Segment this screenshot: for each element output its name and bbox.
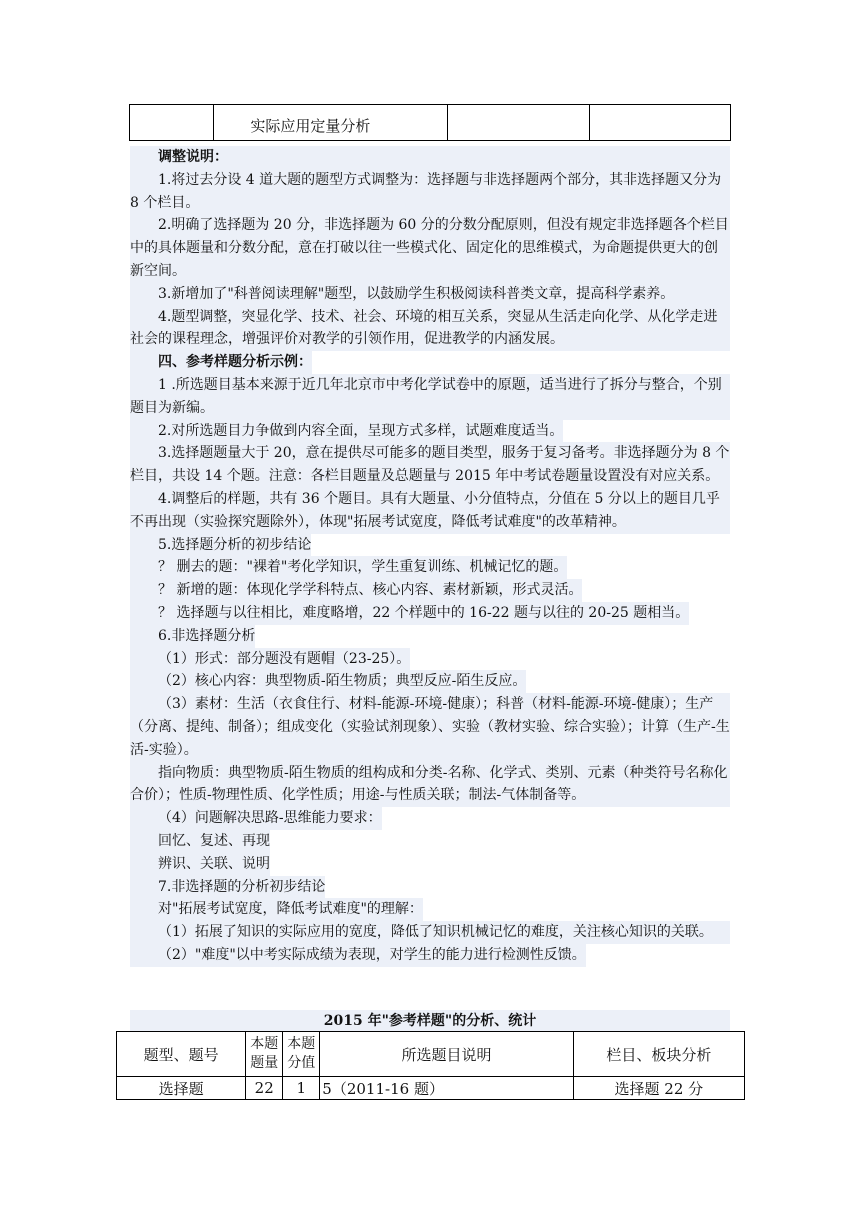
- paragraph: （1）形式：部分题没有题帽（23-25）。: [130, 648, 410, 671]
- top-table-cell: [448, 105, 589, 141]
- paragraph: 2.明确了选择题为 20 分，非选择题为 60 分的分数分配原则，但没有规定非选择题各个栏目中的具体题量和分数分配，意在打破以往一些模式化、固定化的思维模式，为命题提供更大的创新空间。: [130, 214, 730, 282]
- paragraph: 指向物质：典型物质-陌生物质的组构成和分类-名称、化学式、类别、元素（种类符号名称化合价）；性质-物理性质、化学性质；用途-与性质关联；制法-气体制备等。: [130, 762, 730, 808]
- top-table-cell: [130, 105, 214, 141]
- table-cell: 选择题 22 分: [573, 1077, 744, 1100]
- table-cell: 22: [246, 1077, 283, 1100]
- paragraph: ？ 新增的题：体现化学学科特点、核心内容、素材新颖，形式灵活。: [130, 579, 582, 602]
- table-header-row: [117, 1032, 745, 1077]
- paragraph: 7.非选择题的分析初步结论: [130, 876, 325, 899]
- paragraph: 5.选择题分析的初步结论: [130, 534, 311, 557]
- table-row: [117, 1077, 745, 1100]
- paragraph: ？ 删去的题："裸着"考化学知识，学生重复训练、机械记忆的题。: [130, 556, 567, 579]
- document-body: [130, 146, 730, 967]
- paragraph: （2）核心内容：典型物质-陌生物质；典型反应-陌生反应。: [130, 670, 526, 693]
- paragraph: 6.非选择题分析: [130, 625, 255, 648]
- table-cell: 选择题: [117, 1077, 246, 1100]
- paragraph: （1）拓展了知识的实际应用的宽度，降低了知识机械记忆的难度，关注核心知识的关联。: [130, 921, 730, 944]
- paragraph: 4.调整后的样题，共有 36 个题目。具有大题量、小分值特点，分值在 5 分以上的题目几乎不再出现（实验探究题除外），体现"拓展考试宽度，降低考试难度"的改革精神。: [130, 488, 730, 534]
- table-cell: 5（2011-16 题）: [320, 1077, 573, 1100]
- paragraph: （4）问题解决思路-思维能力要求：: [130, 807, 382, 830]
- adjust-heading: 调整说明：: [130, 146, 730, 169]
- table-title: 2015 年"参考样题"的分析、统计: [130, 1010, 730, 1032]
- paragraph: （2）"难度"以中考实际成绩为表现，对学生的能力进行检测性反馈。: [130, 944, 586, 967]
- top-table-cell: [589, 105, 731, 141]
- top-table-cell: 实际应用定量分析: [214, 105, 448, 141]
- paragraph: 2.对所选题目力争做到内容全面，呈现方式多样，试题难度适当。: [130, 420, 563, 443]
- header-cell: 所选题目说明: [320, 1032, 573, 1077]
- paragraph: 对"拓展考试宽度，降低考试难度"的理解：: [130, 898, 423, 921]
- paragraph: 3.选择题题量大于 20，意在提供尽可能多的题目类型，服务于复习备考。非选择题分为 8 个栏目，共设 14 个题。注意：各栏目题量及总题量与 2015 年中考试卷题量设置没有对应关系。: [130, 442, 730, 488]
- paragraph: 3.新增加了"科普阅读理解"题型，以鼓励学生积极阅读科普类文章，提高科学素养。: [130, 283, 730, 306]
- paragraph: 回忆、复述、再现: [130, 830, 270, 853]
- statistics-table: [116, 1031, 745, 1100]
- header-cell: 题型、题号: [117, 1032, 246, 1077]
- paragraph: 辨识、关联、说明: [130, 853, 270, 876]
- paragraph: 1.将过去分设 4 道大题的题型方式调整为：选择题与非选择题两个部分，其非选择题又分为 8 个栏目。: [130, 169, 730, 215]
- paragraph: ？ 选择题与以往相比，难度略增，22 个样题中的 16-22 题与以往的 20-25 题相当。: [130, 602, 689, 625]
- header-cell: 栏目、板块分析: [573, 1032, 744, 1077]
- paragraph: 1 .所选题目基本来源于近几年北京市中考化学试卷中的原题，适当进行了拆分与整合，个别题目为新编。: [130, 374, 730, 420]
- paragraph: （3）素材：生活（衣食住行、材料-能源-环境-健康）；科普（材料-能源-环境-健康）；生产（分离、提纯、制备）；组成变化（实验试剂现象）、实验（教材实验、综合实验）；计算（生产-生活-实验）。: [130, 693, 730, 761]
- top-table: [129, 104, 731, 141]
- header-cell: 本题分值: [283, 1032, 320, 1077]
- paragraph: 4.题型调整，突显化学、技术、社会、环境的相互关系，突显从生活走向化学、从化学走进社会的课程理念，增强评价对教学的引领作用，促进教学的内涵发展。: [130, 306, 730, 352]
- section-heading: 四、参考样题分析示例：: [130, 351, 312, 374]
- header-cell: 本题题量: [246, 1032, 283, 1077]
- table-cell: 1: [283, 1077, 320, 1100]
